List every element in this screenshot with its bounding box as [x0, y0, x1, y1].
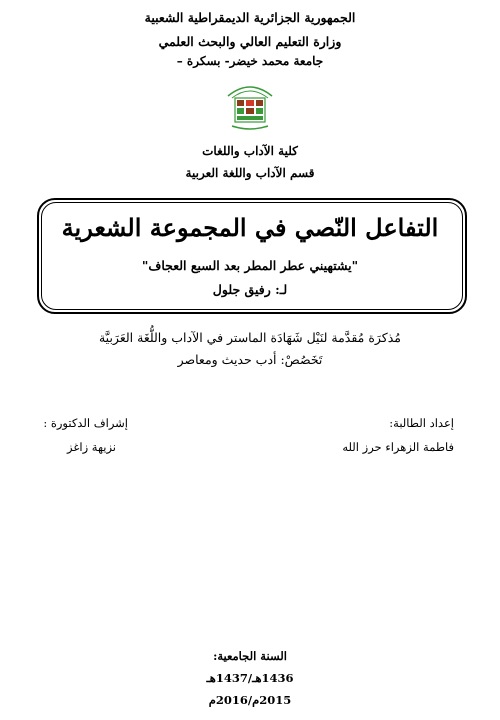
supervisor-label: إشراف الدكتورة :	[43, 416, 128, 430]
thesis-subtitle: "يشتهيني عطر المطر بعد السبع العجاف"	[141, 258, 359, 273]
poet-name: لـ: رفيق جلول	[212, 282, 288, 297]
student-name: فاطمة الزهراء حرز الله	[342, 440, 454, 454]
academic-year-label: السنة الجامعية:	[213, 649, 287, 663]
ministry-name: وزارة التعليم العالي والبحث العلمي	[158, 34, 342, 49]
university-name: جامعة محمد خيضر- بسكرة –	[176, 54, 324, 68]
thesis-title: التفاعل النّصي في المجموعة الشعرية	[61, 213, 439, 242]
academic-year-hijri: 1436هـ/1437هـ	[206, 671, 294, 685]
republic-name: الجمهورية الجزائرية الديمقراطية الشعبية	[144, 10, 356, 25]
memo-description: مُذكرَة مُقدَّمة لنَيْل شَهَادَة الماستر في الآداب واللُّغَة العَرَبيَّة	[98, 330, 401, 345]
student-label: إعداد الطالبة:	[389, 416, 454, 430]
faculty-name: كلية الآداب واللغات	[202, 144, 298, 158]
university-emblem-icon	[222, 76, 278, 136]
supervisor-name: نزيهة زاغز	[67, 440, 116, 454]
specialization: تَخَصُصْ: أدب حديث ومعاصر	[177, 352, 323, 367]
department-name: قسم الآداب واللغة العربية	[185, 166, 315, 180]
academic-year-gregorian: 2015م/2016م	[208, 693, 292, 707]
